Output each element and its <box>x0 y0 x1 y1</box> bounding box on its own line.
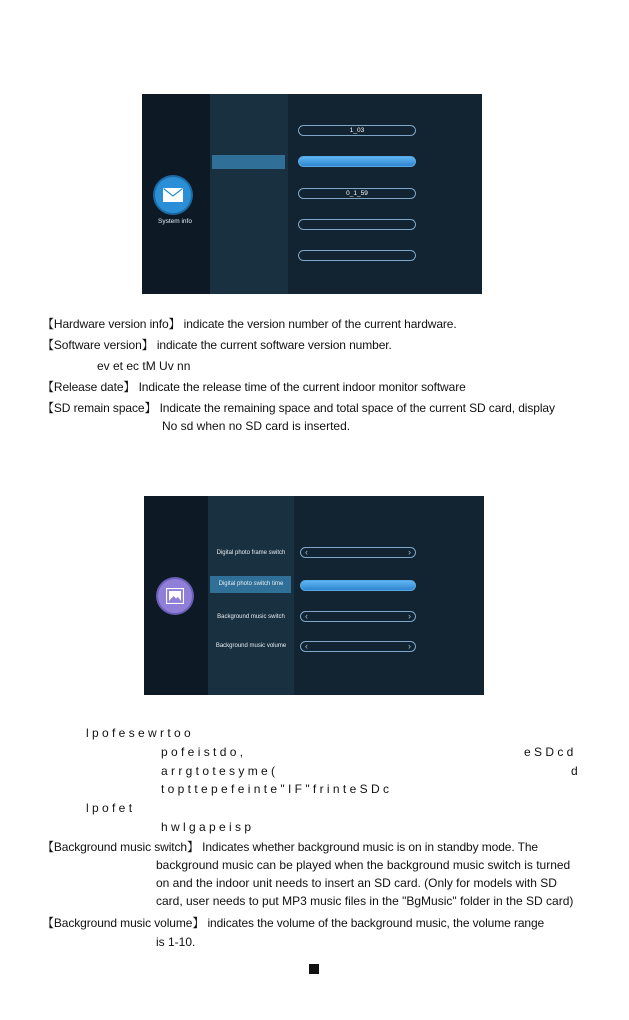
garbled-line-3b: e S D c d <box>524 745 574 759</box>
chevron-left-icon[interactable]: ‹ <box>305 641 308 651</box>
system-info-screenshot <box>142 94 482 294</box>
garbled-line-7: h w l g a p e i s p <box>161 820 252 834</box>
garbled-line-5: t o p t t e p e f e i n t e " I F " f r i n t e S D c <box>161 782 389 796</box>
software-version-field[interactable] <box>298 156 416 167</box>
chevron-right-icon[interactable]: › <box>408 547 411 557</box>
sd-space-field <box>298 219 416 230</box>
software-version-key: 【Software version】 <box>42 338 154 352</box>
music-switch-text-2: background music can be played when the background music switch is turned <box>156 858 571 872</box>
music-volume-line <box>42 916 544 930</box>
release-date-field: 0_1_59 <box>298 188 416 199</box>
chevron-right-icon[interactable]: › <box>408 611 411 621</box>
music-volume-key: 【Background music volume】 <box>42 916 205 930</box>
chevron-left-icon[interactable]: ‹ <box>305 611 308 621</box>
music-volume-text: indicates the volume of the background music, the volume range <box>207 916 545 930</box>
middle-panel <box>210 94 288 294</box>
photo-frame-switch-selector[interactable] <box>300 547 416 558</box>
music-volume-label[interactable]: Background music volume <box>215 643 287 649</box>
photo-frame-switch-label[interactable]: Digital photo frame switch <box>216 550 286 556</box>
garbled-line-1: ev et ec tM Uv nn <box>97 359 191 373</box>
chevron-right-icon[interactable]: › <box>408 641 411 651</box>
music-switch-selector[interactable] <box>300 611 416 622</box>
page-marker <box>309 964 319 974</box>
sd-space-key: 【SD remain space】 <box>42 401 157 415</box>
music-switch-key: 【Background music switch】 <box>42 840 199 854</box>
hardware-version-key: 【Hardware version info】 <box>42 317 181 331</box>
garbled-line-4: a r r g t o t e s y m e ( <box>161 764 276 778</box>
music-switch-label[interactable]: Background music switch <box>217 614 285 620</box>
photo-music-settings-screenshot <box>144 496 484 695</box>
software-version-text: indicate the current software version number. <box>156 338 392 352</box>
software-version-line <box>42 338 392 352</box>
selected-menu-row[interactable] <box>212 155 285 169</box>
chevron-left-icon[interactable]: ‹ <box>305 547 308 557</box>
release-date-key: 【Release date】 <box>42 380 136 394</box>
release-date-line <box>42 380 466 394</box>
sd-space-text-2: No sd when no SD card is inserted. <box>162 419 351 433</box>
music-volume-text-2: is 1-10. <box>156 935 196 949</box>
empty-field <box>298 250 416 261</box>
garbled-line-3: p o f e i s t d o , <box>161 745 244 759</box>
release-date-text: Indicate the release time of the current indoor monitor software <box>138 380 466 394</box>
music-switch-text-4: card, user needs to put MP3 music files in the "BgMusic" folder in the SD card) <box>156 894 574 908</box>
envelope-icon[interactable] <box>155 177 191 213</box>
sd-space-text: Indicate the remaining space and total space of the current SD card, display <box>159 401 555 415</box>
picture-icon[interactable] <box>158 579 192 613</box>
right-panel <box>294 496 484 695</box>
sd-space-line <box>42 401 555 415</box>
hardware-version-field: 1_03 <box>298 125 416 136</box>
hardware-version-text: indicate the version number of the current hardware. <box>183 317 457 331</box>
photo-switch-time-selector[interactable] <box>300 580 416 591</box>
garbled-line-2: l p o f e s e w r t o o <box>86 726 191 740</box>
middle-panel <box>208 496 294 695</box>
photo-switch-time-label[interactable]: Digital photo switch time <box>218 581 284 587</box>
system-info-label: System info <box>158 218 192 225</box>
hardware-version-line <box>42 317 457 331</box>
garbled-line-6: l p o f e t <box>86 801 133 815</box>
music-volume-selector[interactable] <box>300 641 416 652</box>
music-switch-text: Indicates whether background music is on in standby mode. The <box>202 840 538 854</box>
music-switch-text-3: on and the indoor unit needs to insert an SD card. (Only for models with SD <box>156 876 557 890</box>
music-switch-line <box>42 840 538 854</box>
garbled-line-4b: d <box>571 764 578 778</box>
